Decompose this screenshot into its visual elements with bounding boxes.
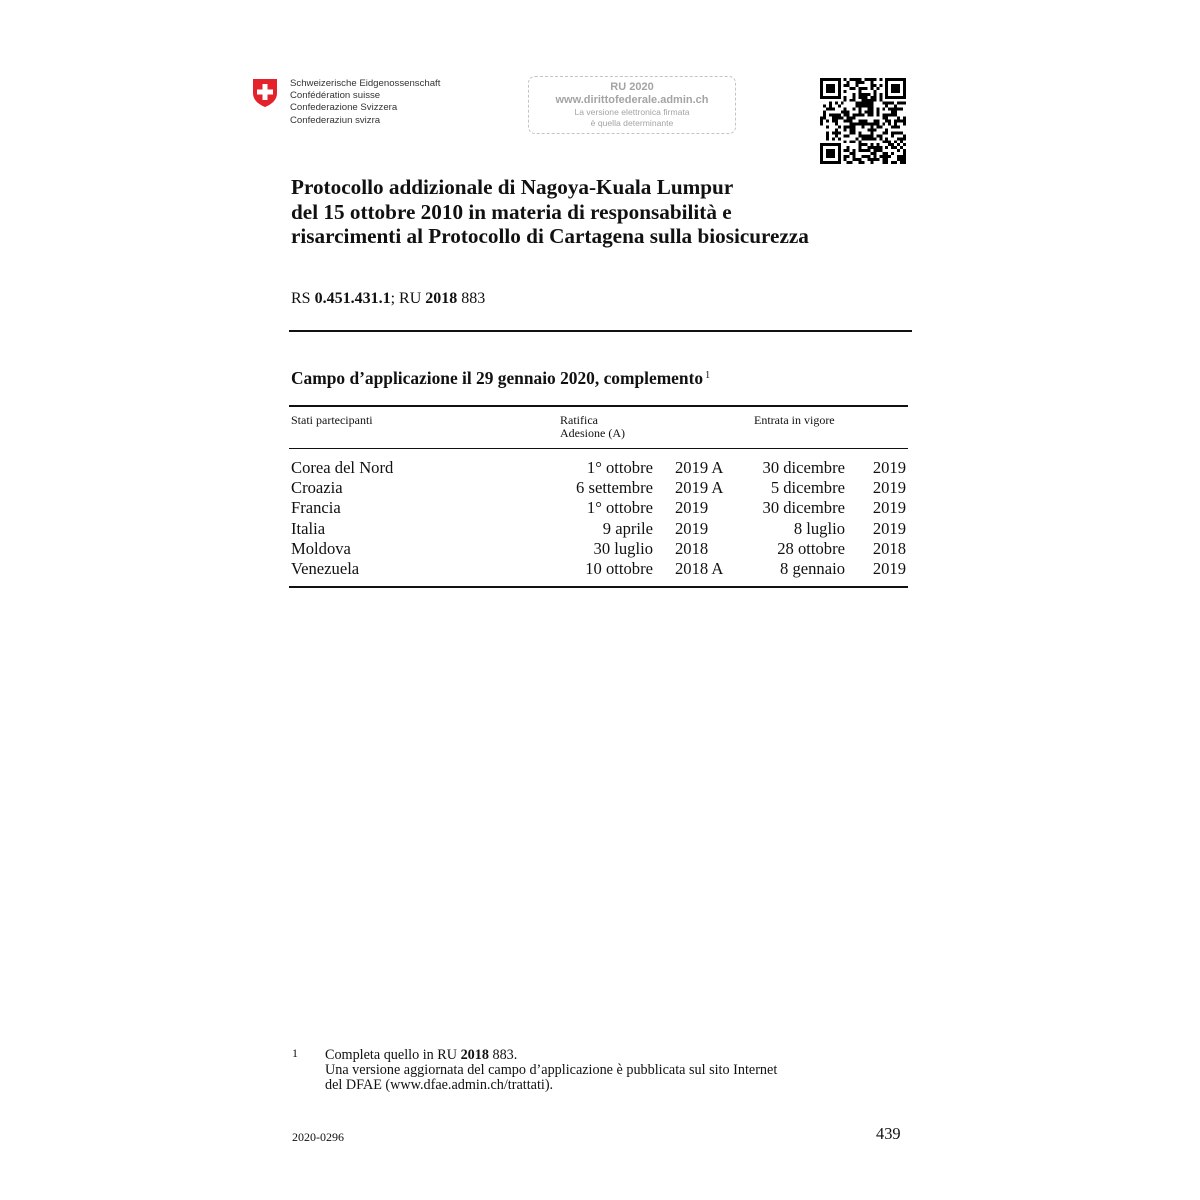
electronic-version-stamp [528,76,736,134]
cell-entry-date: 8 gennaio [780,559,845,578]
page-number: 439 [876,1124,901,1143]
confederation-name-fr: Confédération suisse [290,90,381,102]
section-title-text: Campo d’applicazione il 29 gennaio 2020, complemento [291,368,704,388]
document-code: 2020-0296 [292,1130,344,1144]
cell-ratification-year: 2019 A [675,458,724,477]
header-ratification-line-2: Adesione (A) [560,425,625,440]
footnote-ru-year: 2018 [460,1047,489,1063]
cell-entry-date: 30 dicembre [762,458,845,477]
cell-ratification-date: 1° ottobre [586,458,653,477]
title-line-2: del 15 ottobre 2010 in materia di responsabilità e [291,199,732,224]
table-header-rule [289,448,908,449]
header-entry-into-force: Entrata in vigore [754,413,835,427]
footnote-line-1 [325,1048,777,1063]
cell-ratification-date: 10 ottobre [585,559,653,578]
table-bottom-rule [289,586,908,588]
title-line-3: risarcimenti al Protocollo di Cartagena sulla biosicurezza [291,224,809,248]
cell-entry-year: 2019 [872,478,906,498]
footnote-line-2: Una versione aggiornata del campo d’applicazione è pubblicata sul sito Internet [325,1062,778,1078]
stamp-collection: RU 2020 [610,81,654,93]
cell-ratification-year: 2018 [675,538,709,558]
cell-ratification-year: 2019 [675,498,709,518]
cell-state: Corea del Nord [291,458,394,477]
rs-prefix: RS [291,290,315,307]
cell-state: Moldova [291,538,351,558]
header-ratification-line-1: Ratifica [560,413,598,427]
table-top-rule [289,405,908,407]
section-title [291,368,710,389]
cell-state: Italia [291,518,326,538]
rs-number: 0.451.431.1 [314,290,391,307]
footnote-line-3: del DFAE (www.dfae.admin.ch/trattati). [325,1077,554,1093]
confederation-names [290,78,440,127]
cell-entry-year: 2019 [872,518,906,538]
cell-ratification-year: 2019 [675,518,709,538]
reference-line [291,290,485,308]
cell-ratification-date: 6 settembre [576,478,653,498]
cell-state: Francia [291,498,341,518]
cell-entry-date: 5 dicembre [770,478,845,498]
cell-ratification-year: 2019 A [675,478,724,498]
swiss-coat-of-arms-icon [252,78,278,108]
ru-separator: ; RU [390,290,426,307]
cell-state: Venezuela [291,559,360,578]
ru-year: 2018 [425,290,458,307]
confederation-name-it: Confederazione Svizzera [290,102,398,114]
cell-state: Croazia [291,478,343,498]
cell-ratification-year: 2018 A [675,559,724,578]
footnote-text [325,1048,777,1093]
cell-entry-year: 2018 [872,538,906,558]
stamp-note-2: è quella determinante [590,117,674,128]
document-title [291,175,809,249]
cell-ratification-date: 30 luglio [593,538,653,558]
title-divider [289,330,912,332]
cell-entry-date: 30 dicembre [762,498,845,518]
footnote-line-1-suffix: 883. [488,1047,518,1063]
ru-page: 883 [457,290,486,307]
footnote-number: 1 [292,1046,298,1060]
header-ratification [560,414,625,439]
cell-entry-year: 2019 [872,458,906,477]
qr-code-icon [820,78,906,164]
confederation-name-rm: Confederaziun svizra [290,114,381,126]
cell-ratification-date: 9 aprile [602,518,653,538]
header-states: Stati partecipanti [291,413,373,427]
footnote-reference: 1 [705,370,711,381]
cell-entry-date: 28 ottobre [777,538,845,558]
cell-entry-year: 2019 [872,498,906,518]
footnote-line-1-prefix: Completa quello in RU [325,1047,461,1063]
title-line-1: Protocollo addizionale di Nagoya-Kuala Lumpur [291,175,734,199]
confederation-name-de: Schweizerische Eidgenossenschaft [290,78,441,89]
stamp-website: www.dirittofederale.admin.ch [555,94,709,106]
cell-ratification-date: 1° ottobre [586,498,653,518]
cell-entry-year: 2019 [872,559,906,578]
cell-entry-date: 8 luglio [793,518,845,538]
stamp-note-1: La versione elettronica firmata [574,107,690,117]
